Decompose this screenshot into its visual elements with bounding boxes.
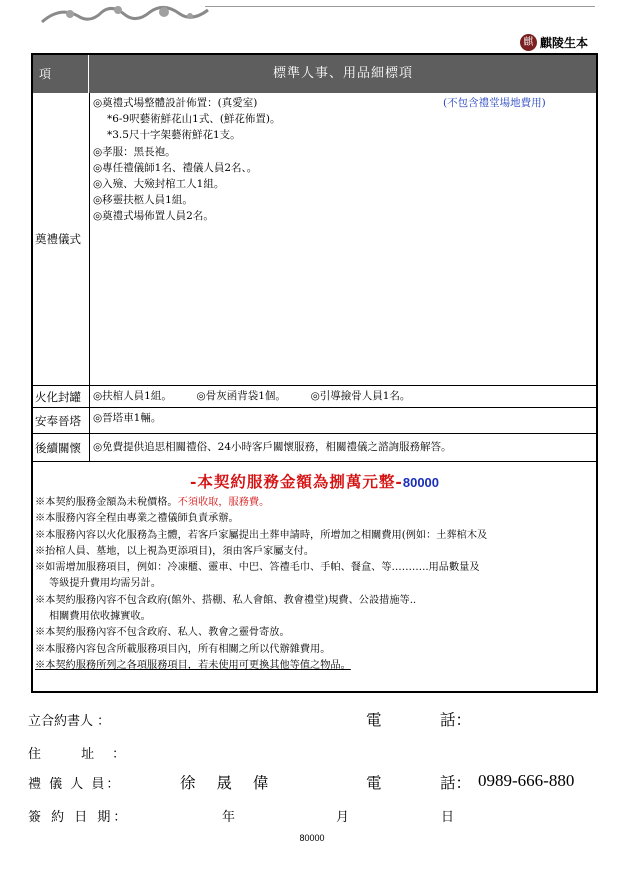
ceremony-label: 奠禮儀式: [33, 93, 90, 385]
cremation-item: ◎骨灰函背袋1個。: [196, 390, 286, 402]
amount-number: 80000: [402, 475, 440, 490]
ceremony-line: ◎入殮、大殮封棺工人1組。: [93, 177, 225, 190]
staff-phone-label-2: 話：: [440, 774, 472, 792]
note-line: 等級提升費用均需另計。: [49, 578, 162, 590]
note-line: ※本服務內容包含所載服務項目內，所有相關之所以代辦雜費用。: [35, 643, 331, 655]
date-month: 月: [336, 810, 350, 825]
floral-ornament-icon: [40, 2, 210, 28]
header-item-label: 項目: [33, 55, 89, 93]
ceremony-line: ◎專任禮儀師1名、禮儀人員2名、。: [93, 161, 258, 174]
ceremony-line: *6-9呎藝術鮮花山1式、(鮮花佈置)。: [107, 113, 281, 126]
ceremony-line: ◎奠禮式場佈置人員2名。: [93, 210, 214, 223]
enshrine-content: [93, 410, 594, 426]
enshrine-row: [33, 407, 596, 433]
brand-logo: [520, 32, 588, 52]
ceremony-content: [93, 95, 594, 225]
enshrine-text: ◎晉塔車1輛。: [93, 412, 162, 424]
ceremony-line: ◎孝服：黑長袍。: [93, 145, 176, 158]
header-title: 標準人事、用品細標項: [272, 66, 413, 81]
note-line: ※本服務內容全程由專業之禮儀師負責承辦。: [35, 513, 239, 525]
amount-text: -本契約服務金額為捌萬元整-: [189, 472, 403, 491]
note-line: [35, 495, 596, 511]
cremation-content: [93, 388, 594, 404]
note-line: ※本契約服務內容不包含政府、私人、教會之靈骨寄放。: [35, 627, 290, 639]
note-line: ※本服務內容以火化服務為主體，若客戶家屬提出土葬申請時，所增加之相關費用(例如：土葬棺木及: [35, 529, 488, 541]
date-year: 年: [222, 810, 236, 825]
ceremony-line: ◎奠禮式場整體設計佈置：(真愛室): [93, 97, 258, 109]
cremation-label: 火化封罐: [33, 386, 90, 407]
note-line-underlined: ※本契約服務所列之各項服務項目，若未使用可更換其他等值之物品。: [35, 659, 351, 671]
staff-phone: 0989-666-880: [478, 771, 575, 790]
ceremony-line: *3.5尺十字架藝術鮮花1支。: [107, 129, 241, 142]
staff-label: 禮 儀 人 員：: [28, 777, 122, 792]
brand-name: 麒陵生本: [540, 35, 589, 50]
phone-label-2: 話：: [440, 711, 472, 729]
date-day: 日: [441, 810, 455, 825]
note-line: ※本契約服務內容不包含政府(館外、搭棚、私人會館、教會禮堂)規費、公設措施等..: [35, 594, 417, 606]
aftercare-content: [93, 439, 594, 455]
service-table: [31, 53, 598, 693]
cremation-item: ◎扶棺人員1組。: [93, 390, 172, 402]
notes-list: [33, 495, 596, 674]
aftercare-row: [33, 433, 596, 461]
contract-notes: [33, 461, 596, 691]
ceremony-line: ◎移靈扶柩人員1組。: [93, 194, 193, 207]
enshrine-label: 安奉晉塔: [33, 408, 90, 433]
note-line: 相關費用依收據實收。: [49, 611, 151, 623]
aftercare-text: ◎免費提供追思相關禮俗、24小時客戶關懷服務，相關禮儀之諮詢服務解答。: [93, 441, 452, 453]
date-label: 簽 約 日 期：: [28, 810, 130, 825]
note-line: ※如需增加服務項目，例如：冷凍櫃、靈車、中巴、答禮毛巾、手帕、餐盒、等………..用品數量及: [35, 562, 480, 574]
phone-label-1: 電: [366, 711, 382, 729]
aftercare-label: 後續關懷: [33, 434, 90, 461]
note-red-text: 不須收取，服務費。: [177, 497, 270, 508]
cremation-item: ◎引導撿骨人員1名。: [310, 390, 411, 402]
address-label: 住 址：: [28, 747, 144, 762]
cremation-row: [33, 385, 596, 407]
footer-number: 80000: [299, 833, 325, 843]
staff-name: 徐 晟 偉: [180, 774, 277, 792]
top-rule: [205, 6, 595, 7]
party-label: 立合約書人 ：: [28, 714, 111, 729]
contract-amount: [33, 469, 596, 495]
note-text: ※本契約服務金額為未稅價格。: [35, 497, 178, 508]
staff-phone-label-1: 電: [366, 774, 382, 792]
venue-note: (不包含禮堂場地費用): [443, 97, 546, 109]
note-line: ※抬棺人員、墓地，以上視為更添項目)，須由客戶家屬支付。: [35, 545, 315, 557]
brand-mark-icon: 麒: [520, 34, 537, 51]
ceremony-row: [33, 93, 596, 385]
